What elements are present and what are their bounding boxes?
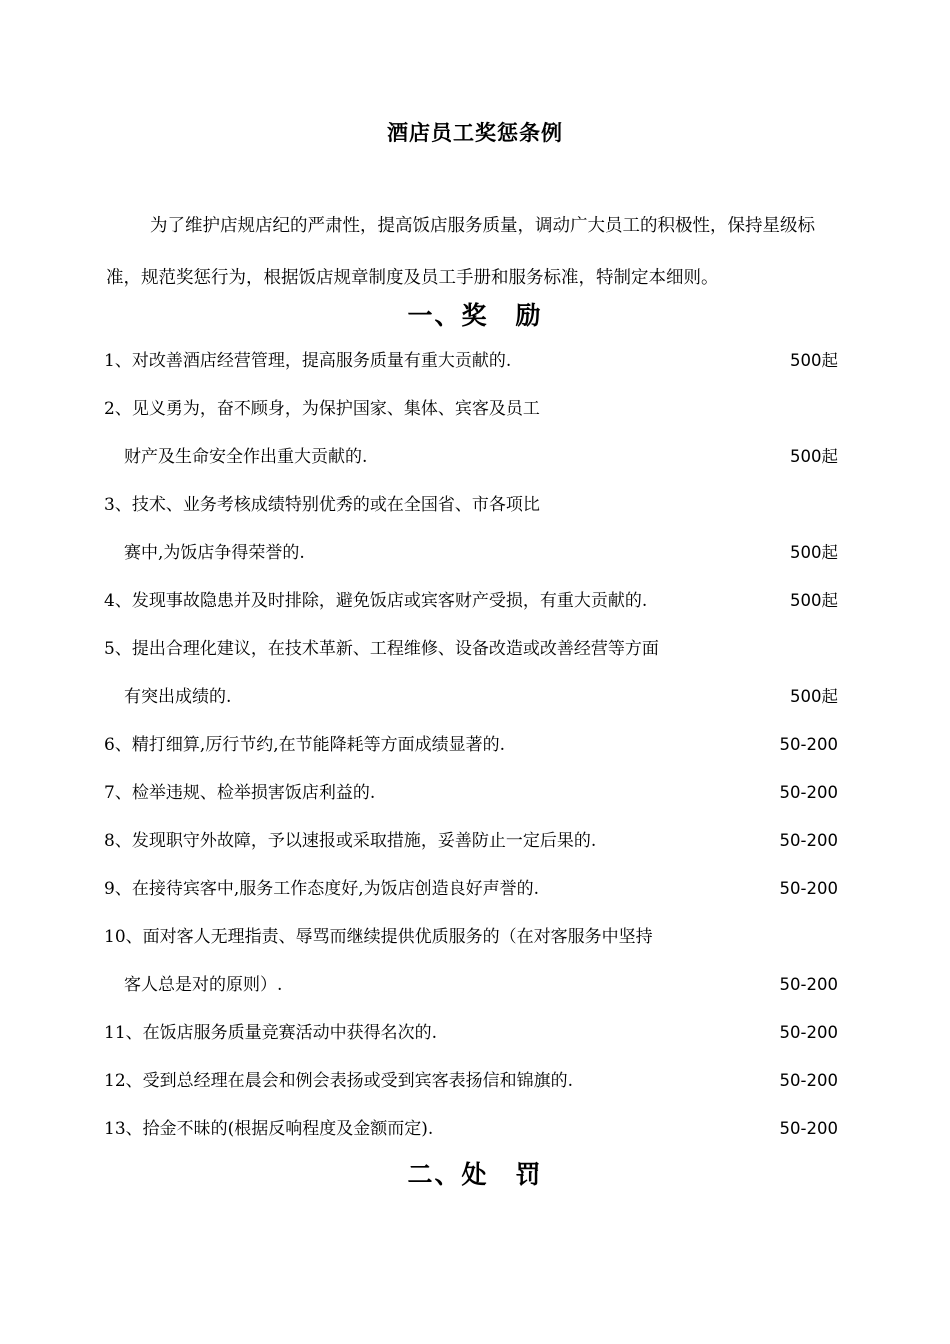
reward-item [104,826,844,856]
reward-text: 5、提出合理化建议，在技术革新、工程维修、设备改造或改善经营等方面 [104,639,659,659]
reward-amount: 50-200 [779,1023,838,1042]
reward-item [104,922,844,952]
reward-amount: 500起 [790,351,838,370]
reward-text: 财产及生命安全作出重大贡献的. [124,447,368,467]
reward-text: 8、发现职守外故障，予以速报或采取措施，妥善防止一定后果的. [104,831,597,851]
reward-item [104,634,844,664]
reward-text: 3、技术、业务考核成绩特别优秀的或在全国省、市各项比 [104,495,540,515]
reward-amount: 50-200 [779,879,838,898]
reward-amount: 50-200 [779,783,838,802]
reward-item-continuation [124,970,844,1000]
reward-amount: 50-200 [779,975,838,994]
reward-text: 客人总是对的原则）. [124,975,283,995]
reward-text: 2、见义勇为，奋不顾身，为保护国家、集体、宾客及员工 [104,399,540,419]
reward-item-continuation [124,682,844,712]
reward-text: 9、在接待宾客中,服务工作态度好,为饭店创造良好声誉的. [104,879,540,899]
reward-item [104,778,844,808]
reward-text: 赛中,为饭店争得荣誉的. [124,543,305,563]
reward-item [104,730,844,760]
reward-text: 6、精打细算,厉行节约,在节能降耗等方面成绩显著的. [104,735,506,755]
reward-item [104,346,844,376]
reward-amount: 50-200 [779,831,838,850]
section-heading-rewards: 一、奖 励 [407,301,543,330]
reward-item [104,586,844,616]
reward-text: 1、对改善酒店经营管理，提高服务质量有重大贡献的. [104,351,512,371]
reward-item-continuation [124,538,844,568]
document-title: 酒店员工奖惩条例 [387,120,563,145]
reward-amount: 50-200 [779,1071,838,1090]
reward-amount: 500起 [790,447,838,466]
reward-text: 13、拾金不昧的(根据反响程度及金额而定). [104,1119,434,1139]
reward-item [104,1066,844,1096]
reward-amount: 50-200 [779,1119,838,1138]
reward-amount: 500起 [790,591,838,610]
reward-amount: 50-200 [779,735,838,754]
reward-text: 7、检举违规、检举损害饭店利益的. [104,783,376,803]
reward-text: 4、发现事故隐患并及时排除，避免饭店或宾客财产受损，有重大贡献的. [104,591,648,611]
reward-item [104,490,844,520]
section-heading-penalties: 二、处 罚 [407,1160,543,1189]
reward-item-continuation [124,442,844,472]
reward-text: 11、在饭店服务质量竞赛活动中获得名次的. [104,1023,438,1043]
reward-item [104,394,844,424]
reward-text: 有突出成绩的. [124,687,232,707]
reward-item [104,874,844,904]
reward-item [104,1018,844,1048]
reward-amount: 500起 [790,687,838,706]
reward-text: 12、受到总经理在晨会和例会表扬或受到宾客表扬信和锦旗的. [104,1071,574,1091]
reward-text: 10、面对客人无理指责、辱骂而继续提供优质服务的（在对客服务中坚持 [104,927,653,947]
reward-item [104,1114,844,1144]
reward-amount: 500起 [790,543,838,562]
intro-paragraph: 为了维护店规店纪的严肃性，提高饭店服务质量，调动广大员工的积极性，保持星级标准，规范奖惩行为，根据饭店规章制度及员工手册和服务标准，特制定本细则。 [106,216,815,288]
